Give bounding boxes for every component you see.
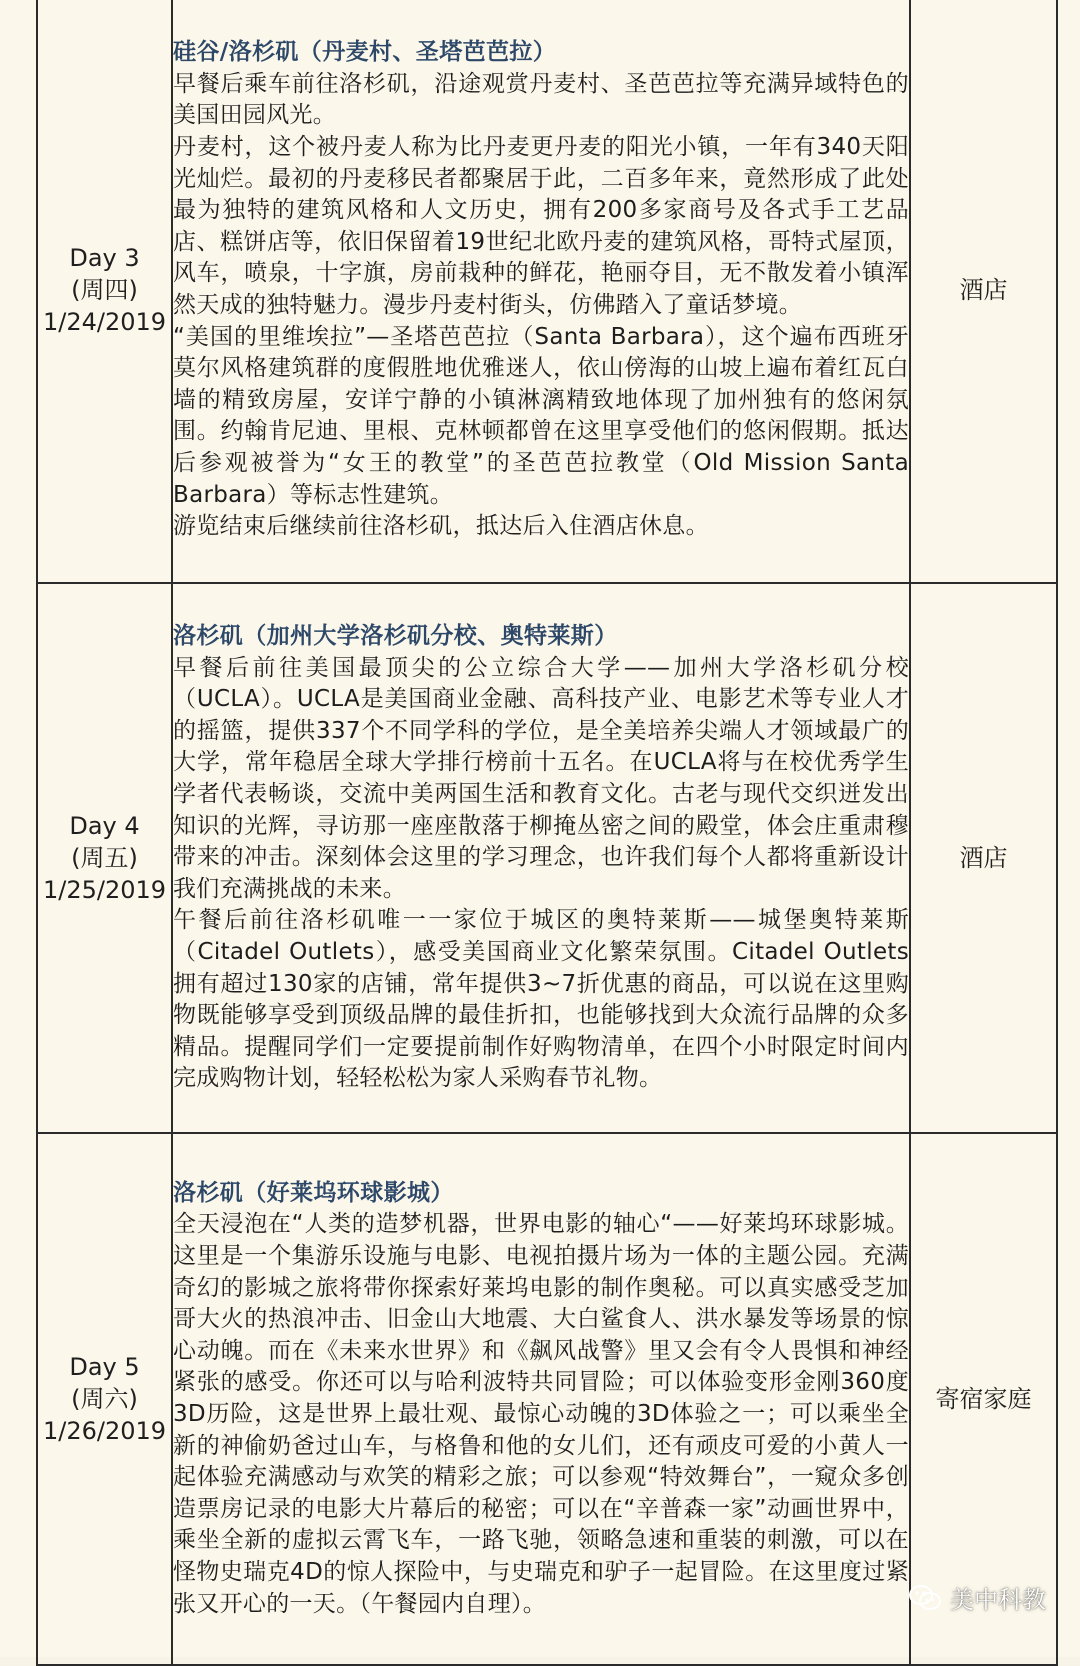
date-label: 1/26/2019 [42,1417,167,1445]
watermark-text: 美中科教 [950,1586,1046,1614]
description-cell [172,0,910,583]
day-label: Day 4 [69,812,140,840]
date-label: 1/25/2019 [42,876,167,904]
day-label: Day 5 [69,1353,140,1381]
weekday-label: (周五) [71,844,138,872]
route-title: 硅谷/洛杉矶（丹麦村、圣塔芭芭拉） [173,39,557,66]
description-paragraph: 早餐后乘车前往洛杉矶，沿途观赏丹麦村、圣芭芭拉等充满异域特色的美国田园风光。 [173,70,909,129]
weekday-label: (周四) [71,276,138,304]
description-paragraph: 游览结束后继续前往洛杉矶，抵达后入住酒店休息。 [173,513,709,540]
route-title: 洛杉矶（加州大学洛杉矶分校、奥特莱斯） [173,623,618,650]
account-watermark [908,1580,1046,1615]
day-cell [37,583,172,1133]
itinerary-row-day-3 [37,0,1057,583]
description-paragraph: 早餐后前往美国最顶尖的公立综合大学——加州大学洛杉矶分校（UCLA）。UCLA是美国商业金融、高科技产业、电影艺术等专业人才的摇篮，提供337个不同学科的学位，是全美培养尖端人才领域最广的大学，常年稳居全球大学排行榜前十五名。在UCLA将与在校优秀学生学者代表畅谈，交流中美两国生活和教育文化。古老与现代交织迸发出知识的光辉，寻访那一座座散落于柳掩丛密之间的殿堂，体会庄重肃穆带来的冲击。深刻体会这里的学习理念，也许我们每个人都将重新设计我们充满挑战的未来。 [173,654,909,902]
day-cell [37,1133,172,1665]
description-paragraph: 丹麦村，这个被丹麦人称为比丹麦更丹麦的阳光小镇，一年有340天阳光灿烂。最初的丹麦移民者都聚居于此，二百多年来，竟然形成了此处最为独特的建筑风格和人文历史，拥有200多家商号及各式手工艺品店、糕饼店等，依旧保留着19世纪北欧丹麦的建筑风格，哥特式屋顶，风车，喷泉，十字旗，房前栽种的鲜花，艳丽夺目，无不散发着小镇浑然天成的独特魅力。漫步丹麦村街头，仿佛踏入了童话梦境。 [173,134,909,318]
description-paragraph: 午餐后前往洛杉矶唯一一家位于城区的奥特莱斯——城堡奥特莱斯（Citadel Outlets），感受美国商业文化繁荣氛围。Citadel Outlets拥有超过130家的店铺，常年提供3~7折优惠的商品，可以说在这里购物既能够享受到顶级品牌的最佳折扣，也能够找到大众流行品牌的众多精品。提醒同学们一定要提前制作好购物清单，在四个小时限定时间内完成购物计划，轻轻松松为家人采购春节礼物。 [173,907,909,1092]
description-cell [172,1133,910,1665]
description-paragraph: 全天浸泡在“人类的造梦机器，世界电影的轴心“——好莱坞环球影城。这里是一个集游乐设施与电影、电视拍摄片场为一体的主题公园。充满奇幻的影城之旅将带你探索好莱坞电影的制作奥秘。可以真实感受芝加哥大火的热浪冲击、旧金山大地震、大白鲨食人、洪水暴发等场景的惊心动魄。而在《未来水世界》和《飙风战警》里又会有令人畏惧和神经紧张的感受。你还可以与哈利波特共同冒险；可以体验变形金刚360度3D历险，这是世界上最壮观、最惊心动魄的3D体验之一；可以乘坐全新的神偷奶爸过山车，与格鲁和他的女儿们，还有顽皮可爱的小黄人一起体验充满感动与欢笑的精彩之旅；可以参观“特效舞台”，一窥众多创造票房记录的电影大片幕后的秘密；可以在“辛普森一家”动画世界中，乘坐全新的虚拟云霄飞车，一路飞驰，领略急速和重装的刺激，可以在怪物史瑞克4D的惊人探险中，与史瑞克和驴子一起冒险。在这里度过紧张又开心的一天。（午餐园内自理）。 [173,1211,909,1617]
wechat-icon [908,1583,942,1613]
itinerary-table [36,0,1058,1666]
accommodation-cell: 酒店 [910,0,1057,583]
itinerary-row-day-4 [37,583,1057,1133]
description-paragraph: “美国的里维埃拉”—圣塔芭芭拉（Santa Barbara），这个遍布西班牙莫尔风格建筑群的度假胜地优雅迷人，依山傍海的山坡上遍布着红瓦白墙的精致房屋，安详宁静的小镇淋漓精致地体现了加州独有的悠闲氛围。约翰肯尼迪、里根、克林顿都曾在这里享受他们的悠闲假期。抵达后参观被誉为“女王的教堂”的圣芭芭拉教堂（Old Mission Santa Barbara）等标志性建筑。 [173,323,909,508]
day-label: Day 3 [69,244,140,272]
date-label: 1/24/2019 [42,308,167,336]
itinerary-row-day-5 [37,1133,1057,1665]
route-title: 洛杉矶（好莱坞环球影城） [173,1179,454,1206]
day-cell [37,0,172,583]
weekday-label: (周六) [71,1385,138,1413]
description-cell [172,583,910,1133]
accommodation-cell: 寄宿家庭 [910,1133,1057,1665]
accommodation-cell: 酒店 [910,583,1057,1133]
